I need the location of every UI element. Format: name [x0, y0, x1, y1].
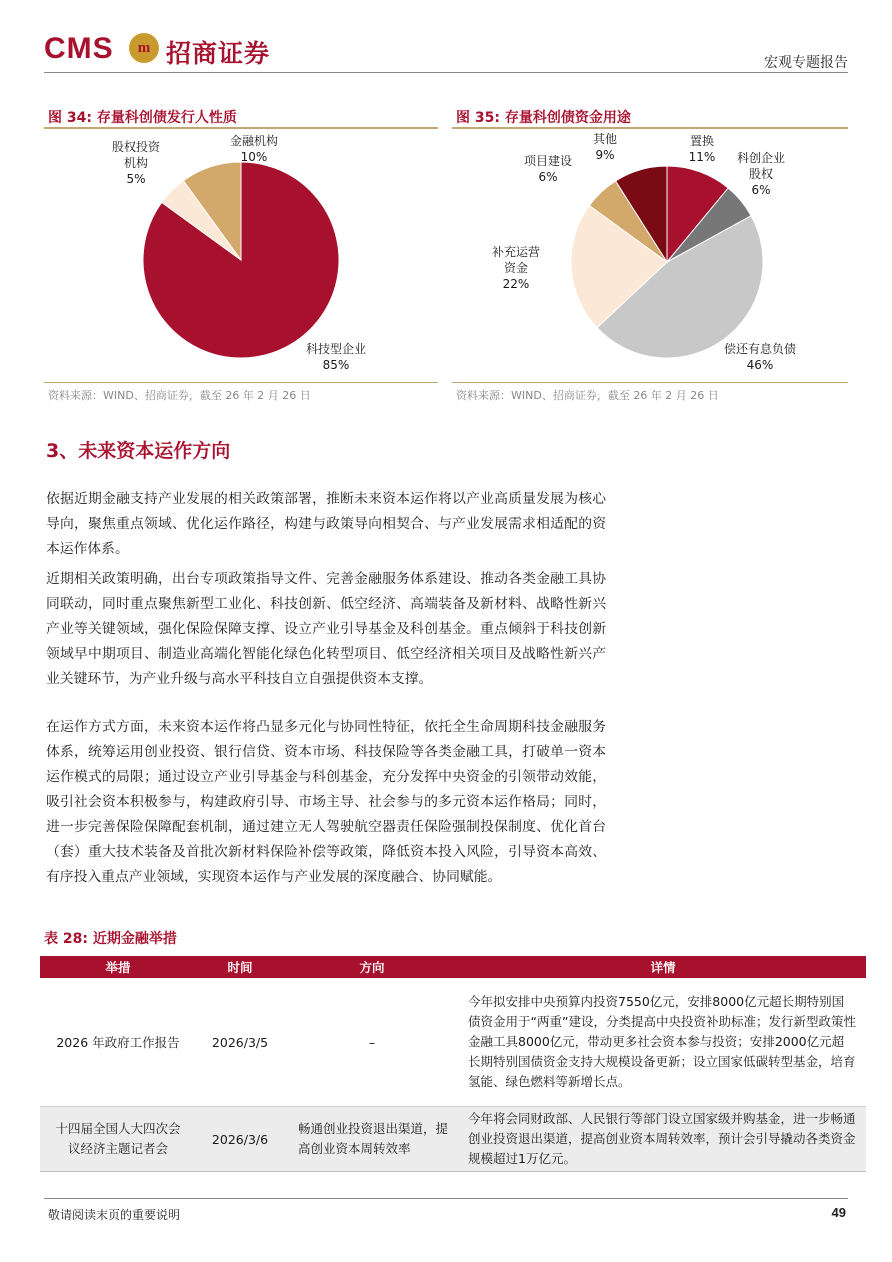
- label-pct: 5%: [126, 172, 146, 186]
- label-pct: 6%: [538, 170, 558, 184]
- figure35-source: 资料来源：WIND、招商证券，截至 26 年 2 月 26 日: [456, 389, 719, 402]
- footer-divider: [44, 1198, 848, 1199]
- figure35-caption: 图 35: 存量科创债资金用途: [456, 110, 631, 126]
- label-name: 偿还有息负债: [723, 342, 796, 356]
- label-name-line1: 股权投资: [111, 140, 160, 154]
- figure35-label-debt: [712, 341, 808, 373]
- label-name-line1: 科创企业: [736, 151, 785, 165]
- table-caption: 表 28: 近期金融举措: [44, 931, 177, 947]
- header-date: 时间: [196, 956, 284, 978]
- header-direction: 方向: [284, 956, 460, 978]
- label-name-line2: 机构: [123, 156, 148, 170]
- label-pct: 11%: [688, 150, 716, 164]
- label-pct: 46%: [746, 358, 774, 372]
- figure34-top-rule: [44, 127, 438, 129]
- table-row: [40, 1107, 866, 1172]
- figure34-label-tech: [300, 341, 372, 373]
- label-pct: 9%: [595, 148, 615, 162]
- figure35-bottom-rule: [452, 382, 848, 383]
- label-name: 科技型企业: [305, 342, 366, 356]
- cell-measure: 2026 年政府工作报告: [40, 978, 196, 1107]
- label-pct: 85%: [322, 358, 350, 372]
- header-divider: [44, 72, 848, 73]
- page-number: 49: [831, 1205, 846, 1220]
- company-name: 招商证券: [166, 39, 271, 68]
- cell-date: 2026/3/6: [196, 1107, 284, 1172]
- cell-detail: 今年拟安排中央预算内投资7550亿元，安排8000亿元超长期特别国债资金用于“两重”建设，分类提高中央投资补助标准；发行新型政策性金融工具8000亿元，带动更多社会资本参与投资；安排2000亿元超长期特别国债资金支持大规模设备更新；设立国家低碳转型基金，培育氢能、绿色燃料等新增长点。: [460, 978, 866, 1107]
- header-detail: 详情: [460, 956, 866, 978]
- footer-note: 敬请阅读末页的重要说明: [48, 1208, 181, 1222]
- figure35-label-project: [515, 153, 581, 185]
- paragraph-3: 在运作方式方面，未来资本运作将凸显多元化与协同性特征，依托全生命周期科技金融服务体系，统筹运用创业投资、银行信贷、资本市场、科技保险等各类金融工具，打破单一资本运作模式的局限；通过设立产业引导基金与科创基金，充分发挥中央资金的引领带动效能，吸引社会资本积极参与，构建政府引导、市场主导、社会参与的多元资本运作格局；同时，进一步完善保险保障配套机制，通过建立无人驾驶航空器责任保险强制投保制度、优化首台（套）重大技术装备及首批次新材料保险补偿等政策，降低资本投入风险，引导资本高效、有序投入重点产业领域，实现资本运作与产业发展的深度融合、协同赋能。: [46, 719, 606, 885]
- figure34-label-equity: [103, 139, 169, 187]
- figure34-caption: 图 34: 存量科创债发行人性质: [48, 110, 237, 126]
- header-measure: 举措: [40, 956, 196, 978]
- label-pct: 10%: [240, 150, 268, 164]
- label-pct: 6%: [751, 183, 771, 197]
- label-name-line2: 资金: [503, 261, 528, 275]
- label-name-line2: 股权: [748, 167, 773, 181]
- label-name: 项目建设: [523, 154, 572, 168]
- figure35-label-replace: [682, 133, 722, 165]
- cell-direction: 畅通创业投资退出渠道，提高创业资本周转效率: [284, 1107, 460, 1172]
- label-name: 其他: [592, 132, 617, 146]
- table-row: [40, 978, 866, 1107]
- label-name-line1: 补充运营: [491, 245, 540, 259]
- cell-detail: 今年将会同财政部、人民银行等部门设立国家级并购基金，进一步畅通创业投资退出渠道，提高创业资本周转效率，预计会引导撬动各类资金规模超过1万亿元。: [460, 1107, 866, 1172]
- logo-badge-icon: m: [129, 33, 159, 63]
- cell-date: 2026/3/5: [196, 978, 284, 1107]
- figure34-slices: [143, 162, 339, 358]
- figure35-top-rule: [452, 127, 848, 129]
- figure35-label-equity: [730, 150, 792, 198]
- figure35-label-working-capital: [484, 244, 548, 292]
- figure34-source: 资料来源：WIND、招商证券，截至 26 年 2 月 26 日: [48, 389, 311, 402]
- table-header-row: [40, 956, 866, 978]
- figure34-bottom-rule: [44, 382, 438, 383]
- paragraph-1: 依据近期金融支持产业发展的相关政策部署，推断未来资本运作将以产业高质量发展为核心导向，聚焦重点领域、优化运作路径，构建与政策导向相契合、与产业发展需求相适配的资本运作体系。: [46, 491, 606, 557]
- label-name: 金融机构: [229, 134, 278, 148]
- figure34-label-financial: [224, 133, 284, 165]
- label-name: 置换: [689, 134, 714, 148]
- figure35-label-other: [585, 131, 625, 163]
- section-title: 3、未来资本运作方向: [46, 440, 231, 462]
- cell-direction: –: [284, 978, 460, 1107]
- report-type: 宏观专题报告: [764, 55, 848, 71]
- measures-table: [40, 956, 866, 1172]
- logo-text: CMS: [44, 32, 114, 65]
- label-pct: 22%: [502, 277, 530, 291]
- cell-measure: 十四届全国人大四次会议经济主题记者会: [40, 1107, 196, 1172]
- paragraph-2: 近期相关政策明确，出台专项政策指导文件、完善金融服务体系建设、推动各类金融工具协同联动，同时重点聚焦新型工业化、科技创新、低空经济、高端装备及新材料、战略性新兴产业等关键领域，强化保险保障支撑、设立产业引导基金及科创基金。重点倾斜于科技创新领域早中期项目、制造业高端化智能化绿色化转型项目、低空经济相关项目及战略性新兴产业关键环节，为产业升级与高水平科技自立自强提供资本支撑。: [46, 571, 606, 687]
